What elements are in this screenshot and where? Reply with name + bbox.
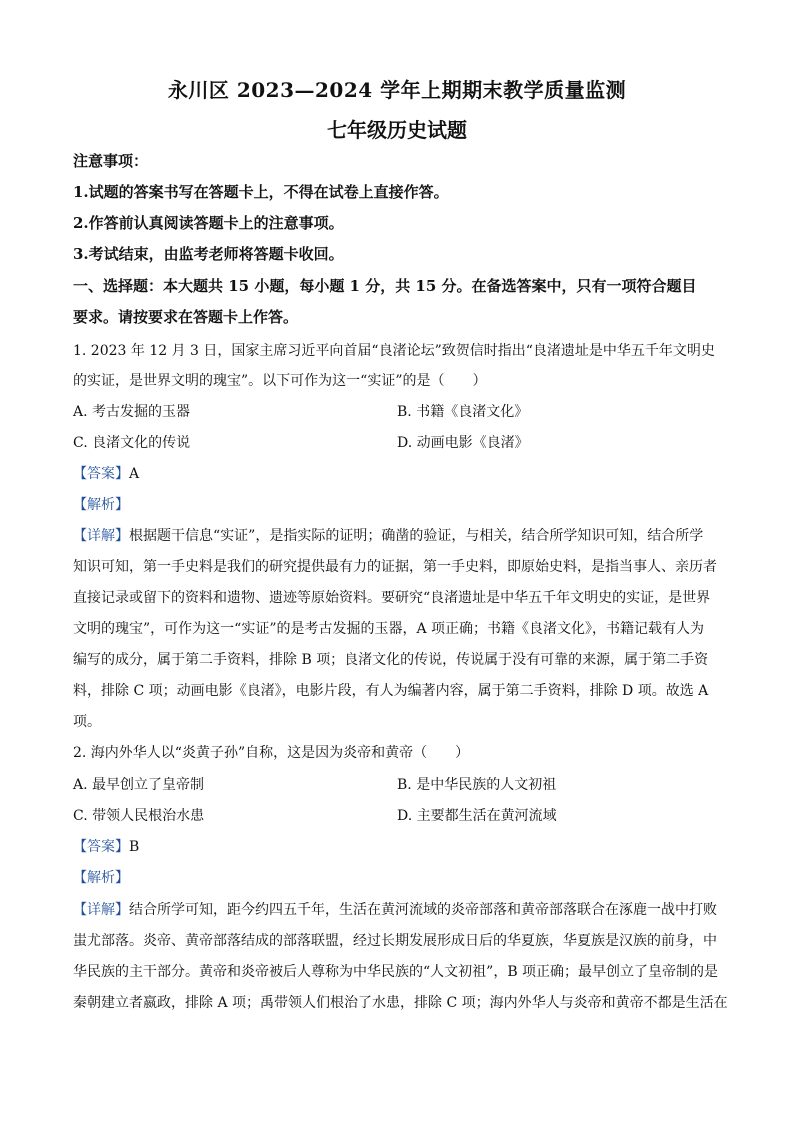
option-b: B. 书籍《良渚文化》	[397, 404, 529, 420]
notice-heading: 注意事项：	[73, 152, 149, 170]
detail-line: 秦朝建立者嬴政，排除 A 项；禹带领人们根治了水患，排除 C 项；海内外华人与炎帝和黄帝不都是生活在	[73, 995, 728, 1011]
section-instruction: 要求。请按要求在答题卡上作答。	[73, 308, 299, 326]
detail-line	[73, 899, 717, 919]
answer-value: A	[129, 466, 140, 482]
option-c: C. 带领人民根治水患	[73, 808, 205, 824]
detail-line: 华民族的主干部分。黄帝和炎帝被后人尊称为中华民族的“人文初祖”，B 项正确；最早创立了皇帝制的是	[73, 964, 719, 980]
detail-label: 【详解】	[73, 528, 129, 544]
answer-label: 【答案】	[73, 839, 129, 855]
answer-value: B	[129, 839, 140, 855]
notice-item: 1.试题的答案书写在答题卡上，不得在试卷上直接作答。	[73, 183, 449, 201]
detail-line: 项。	[73, 714, 101, 730]
detail-label: 【详解】	[73, 902, 129, 918]
answer-line	[73, 463, 139, 483]
option-d: D. 动画电影《良渚》	[397, 435, 529, 451]
detail-line: 直接记录或留下的资料和遗物、遗迹等原始资料。要研究“良渚遗址是中华五千年文明史的实证，是世界	[73, 590, 711, 606]
option-b: B. 是中华民族的人文初祖	[397, 777, 557, 793]
analysis-label: 【解析】	[73, 870, 129, 886]
exam-subtitle: 七年级历史试题	[327, 118, 467, 142]
analysis-label: 【解析】	[73, 497, 129, 513]
notice-item: 2.作答前认真阅读答题卡上的注意事项。	[73, 214, 344, 232]
question-stem: 的实证，是世界文明的瑰宝”。以下可作为这一“实证”的是（ ）	[73, 373, 487, 389]
notice-item: 3.考试结束，由监考老师将答题卡收回。	[73, 245, 344, 263]
exam-title: 永川区 2023—2024 学年上期期末教学质量监测	[167, 78, 627, 102]
detail-line: 文明的瑰宝”，可作为这一“实证”的是考古发掘的玉器，A 项正确；书籍《良渚文化》，书籍记载有人为	[73, 621, 705, 637]
detail-text: 结合所学可知，距今约四五千年，生活在黄河流域的炎帝部落和黄帝部落联合在涿鹿一战中打败	[129, 902, 717, 918]
detail-line: 编写的成分，属于第二手资料，排除 B 项；良渚文化的传说，传说属于没有可靠的来源，属于第二手资	[73, 652, 709, 668]
option-a: A. 最早创立了皇帝制	[73, 777, 205, 793]
detail-line: 料，排除 C 项；动画电影《良渚》，电影片段，有人为编著内容，属于第二手资料，排除 D 项。故选 A	[73, 683, 709, 699]
question-stem: 2. 海内外华人以“炎黄子孙”自称，这是因为炎帝和黄帝（ ）	[73, 745, 470, 761]
answer-label: 【答案】	[73, 466, 129, 482]
detail-line: 蚩尤部落。炎帝、黄帝部落结成的部落联盟，经过长期发展形成日后的华夏族，华夏族是汉族的前身，中	[73, 933, 717, 949]
question-stem: 1. 2023 年 12 月 3 日，国家主席习近平向首届“良渚论坛”致贺信时指出“良渚遗址是中华五千年文明史	[73, 343, 715, 359]
detail-text: 根据题干信息“实证”，是指实际的证明；确凿的验证，与相关，结合所学知识可知，结合所学	[129, 528, 704, 544]
option-a: A. 考古发掘的玉器	[73, 404, 191, 420]
option-c: C. 良渚文化的传说	[73, 435, 191, 451]
detail-line: 知识可知，第一手史料是我们的研究提供最有力的证据，第一手史料，即原始史料，是指当事人、亲历者	[73, 559, 717, 575]
section-instruction: 一、选择题：本大题共 15 小题，每小题 1 分，共 15 分。在备选答案中，只有一项符合题目	[73, 277, 697, 295]
detail-line	[73, 525, 703, 545]
option-d: D. 主要都生活在黄河流域	[397, 808, 557, 824]
answer-line	[73, 836, 139, 856]
